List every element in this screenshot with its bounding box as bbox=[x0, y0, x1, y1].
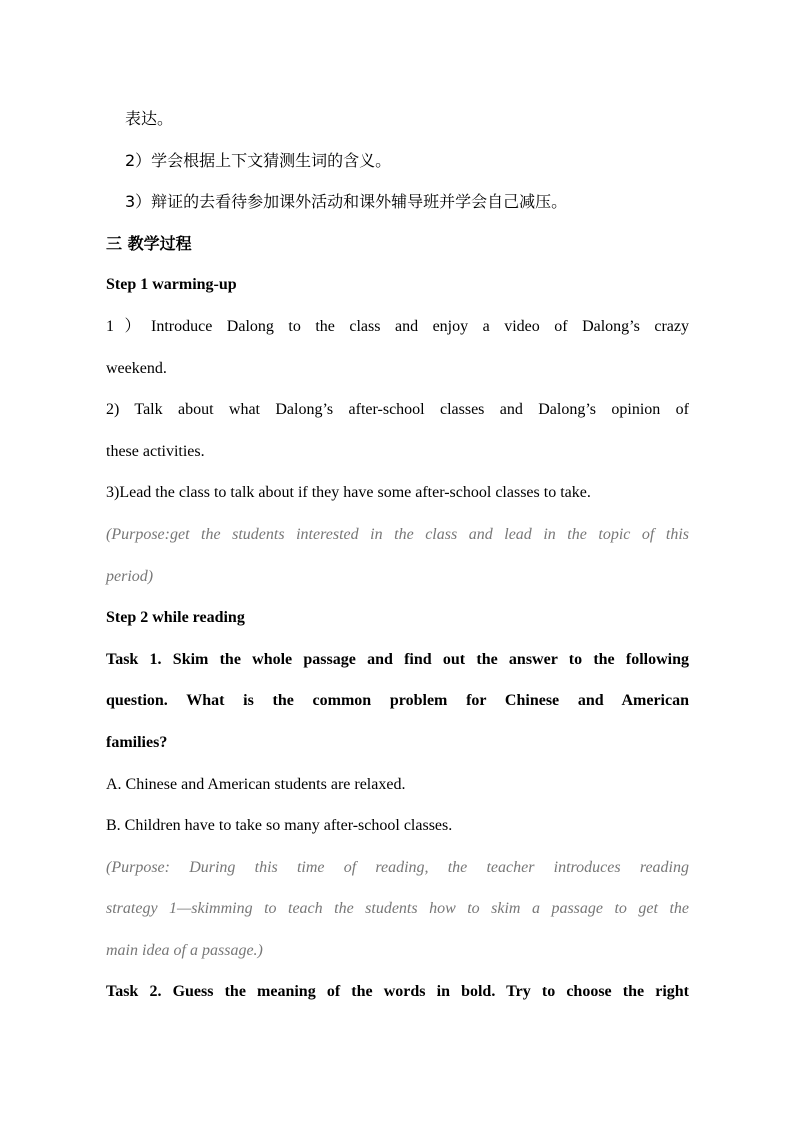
task-1-text: Task 1. Skim the whole passage and find out the answer to the following bbox=[106, 650, 689, 668]
step-1-item-2: 2) Talk about what Dalong’s after-school classes and Dalong’s opinion of bbox=[106, 401, 689, 419]
step-1-item-1-cont: weekend. bbox=[106, 359, 167, 377]
task-2-text: Task 2. Guess the meaning of the words in bold. Try to choose the right bbox=[106, 983, 689, 1001]
task-1-question: question. What is the common problem for Chinese and American bbox=[106, 692, 689, 710]
task-1-purpose-end: main idea of a passage.) bbox=[106, 941, 263, 959]
step-1-purpose: (Purpose:get the students interested in the class and lead in the topic of this bbox=[106, 525, 689, 543]
step-1-item-3: 3)Lead the class to talk about if they have some after-school classes to take. bbox=[106, 484, 591, 502]
step-1-item-2-cont: these activities. bbox=[106, 442, 205, 460]
option-b: B. Children have to take so many after-school classes. bbox=[106, 817, 453, 835]
task-1-purpose: (Purpose: During this time of reading, the teacher introduces reading bbox=[106, 858, 689, 876]
option-a: A. Chinese and American students are relaxed. bbox=[106, 775, 406, 793]
task-1-question-cont: families? bbox=[106, 733, 168, 751]
step-1-purpose-cont: period) bbox=[106, 567, 154, 585]
objective-2: 2）学会根据上下文猜测生词的含义。 bbox=[125, 150, 392, 170]
objective-continuation: 表达。 bbox=[125, 109, 174, 128]
step-1-item-1: 1）Introduce Dalong to the class and enjoy a video of Dalong’s crazy bbox=[106, 317, 689, 335]
document-body bbox=[106, 98, 689, 1013]
section-heading-teaching-process: 三 教学过程 bbox=[106, 233, 192, 253]
objective-3: 3）辩证的去看待参加课外活动和课外辅导班并学会自己减压。 bbox=[125, 192, 568, 212]
step-2-heading: Step 2 while reading bbox=[106, 609, 245, 627]
task-1-purpose-cont: strategy 1—skimming to teach the students how to skim a passage to get the bbox=[106, 900, 689, 918]
step-1-heading: Step 1 warming-up bbox=[106, 276, 237, 294]
